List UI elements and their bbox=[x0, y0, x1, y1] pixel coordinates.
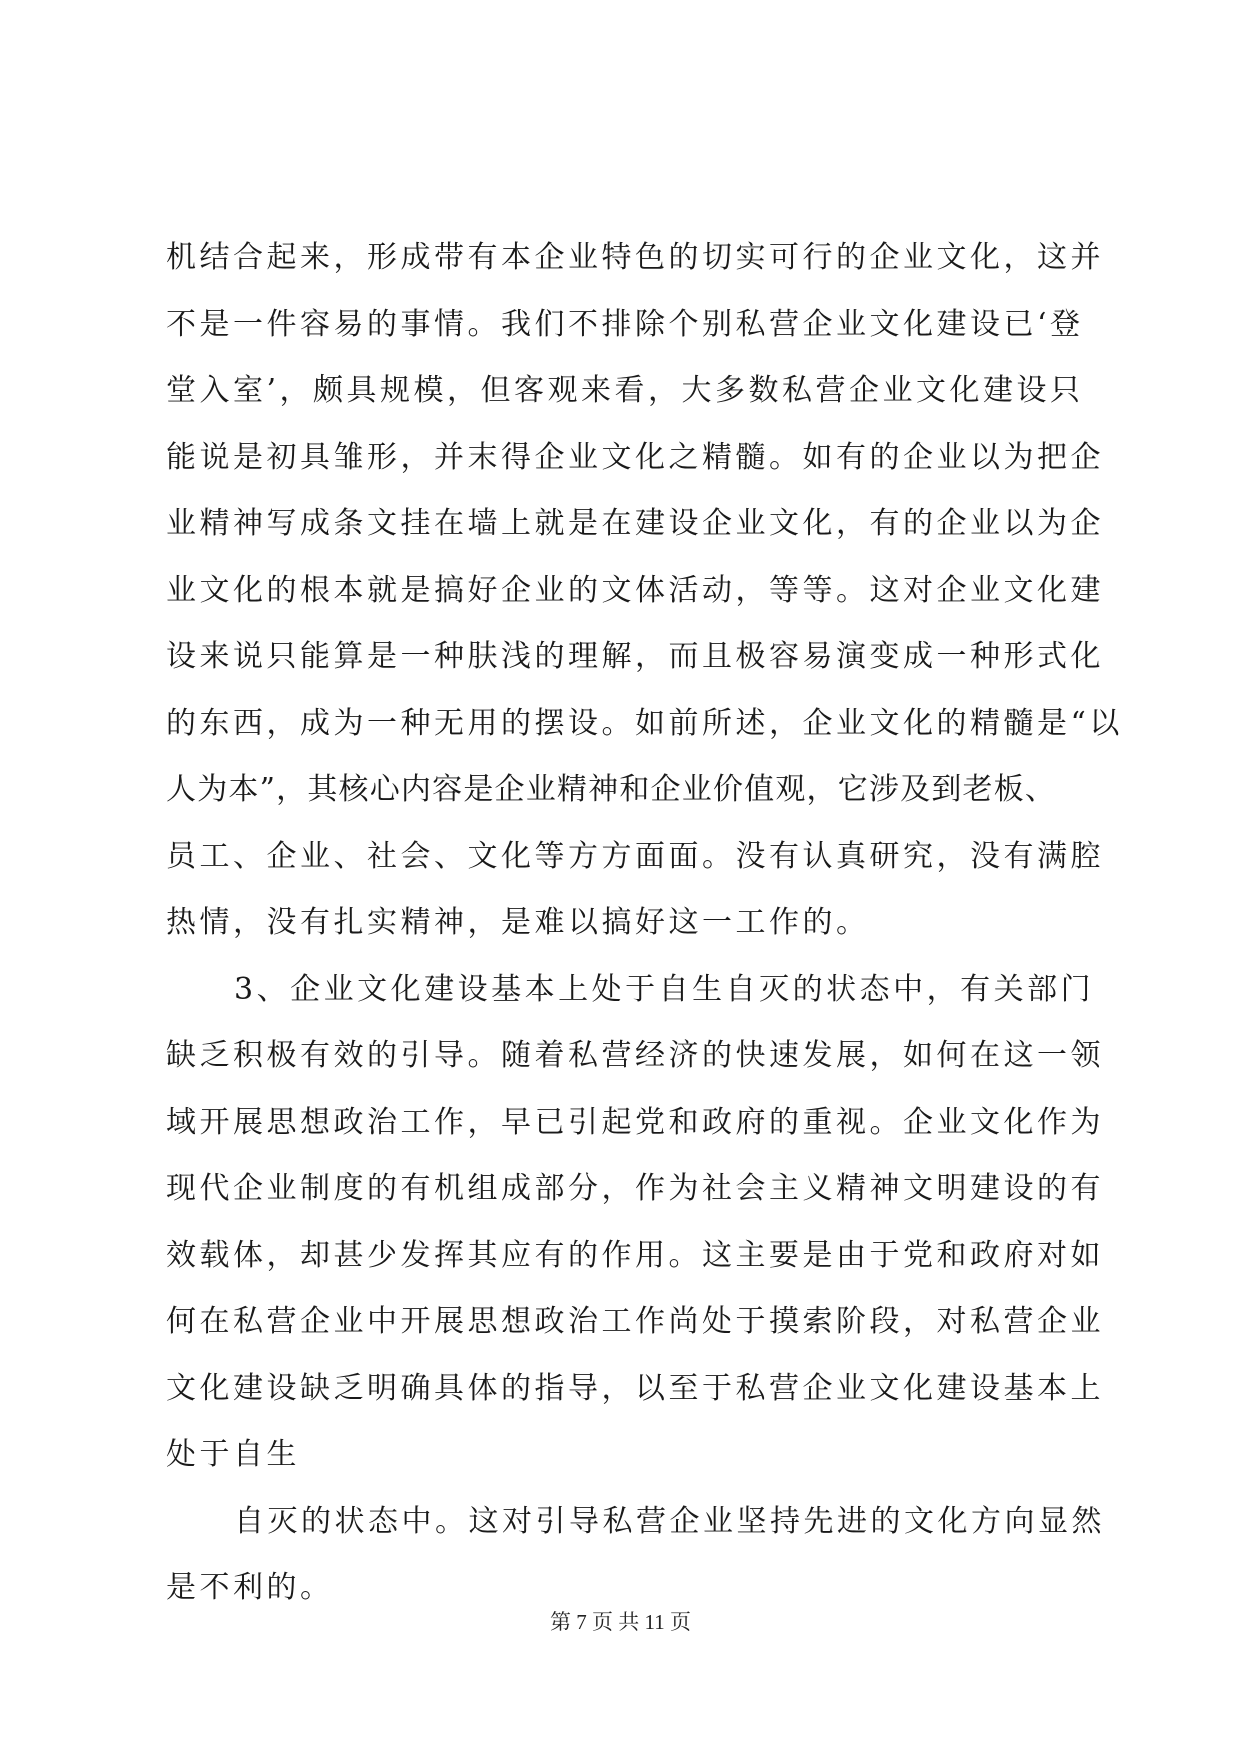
text-line: 热情，没有扎实精神，是难以搞好这一工作的。 bbox=[166, 905, 870, 940]
text-line: 域开展思想政治工作，早已引起党和政府的重视。企业文化作为 bbox=[166, 1104, 1104, 1140]
text-line: 的东西，成为一种无用的摆设。如前所述，企业文化的精髓是“以 bbox=[166, 705, 1123, 741]
text-line: 人为本”，其核心内容是企业精神和企业价值观，它涉及到老板、 bbox=[166, 772, 1057, 807]
text-line: 堂入室’，颇具规模，但客观来看，大多数私营企业文化建设只 bbox=[166, 373, 1084, 408]
text-line: 机结合起来，形成带有本企业特色的切实可行的企业文化，这并 bbox=[166, 240, 1104, 275]
text-line: 现代企业制度的有机组成部分，作为社会主义精神文明建设的有 bbox=[166, 1171, 1104, 1206]
text-line: 能说是初具雏形，并末得企业文化之精髓。如有的企业以为把企 bbox=[166, 439, 1104, 475]
text-line: 缺乏积极有效的引导。随着私营经济的快速发展，如何在这一领 bbox=[166, 1038, 1104, 1073]
text-line: 员工、企业、社会、文化等方方面面。没有认真研究，没有满腔 bbox=[166, 838, 1104, 874]
text-line: 文化建设缺乏明确具体的指导，以至于私营企业文化建设基本上 bbox=[166, 1370, 1104, 1406]
text-line: 何在私营企业中开展思想政治工作尚处于摸索阶段，对私营企业 bbox=[166, 1304, 1104, 1339]
text-line: 不是一件容易的事情。我们不排除个别私营企业文化建设已‘登 bbox=[166, 306, 1084, 342]
text-line: 业文化的根本就是搞好企业的文体活动，等等。这对企业文化建 bbox=[166, 572, 1104, 608]
paragraph-start-line: 3、企业文化建设基本上处于自生自灭的状态中，有关部门 bbox=[234, 971, 1095, 1007]
text-line: 是不利的。 bbox=[166, 1570, 334, 1605]
text-line: 处于自生 bbox=[166, 1437, 300, 1472]
paragraph-start-line: 自灭的状态中。这对引导私营企业坚持先进的文化方向显然 bbox=[234, 1503, 1105, 1539]
body-text bbox=[166, 225, 1123, 1622]
text-line: 设来说只能算是一种肤浅的理解，而且极容易演变成一种形式化 bbox=[166, 639, 1104, 674]
text-line: 业精神写成条文挂在墙上就是在建设企业文化，有的企业以为企 bbox=[166, 506, 1104, 541]
page-number-footer: 第 7 页 共 11 页 bbox=[550, 1610, 691, 1634]
text-line: 效载体，却甚少发挥其应有的作用。这主要是由于党和政府对如 bbox=[166, 1237, 1104, 1273]
